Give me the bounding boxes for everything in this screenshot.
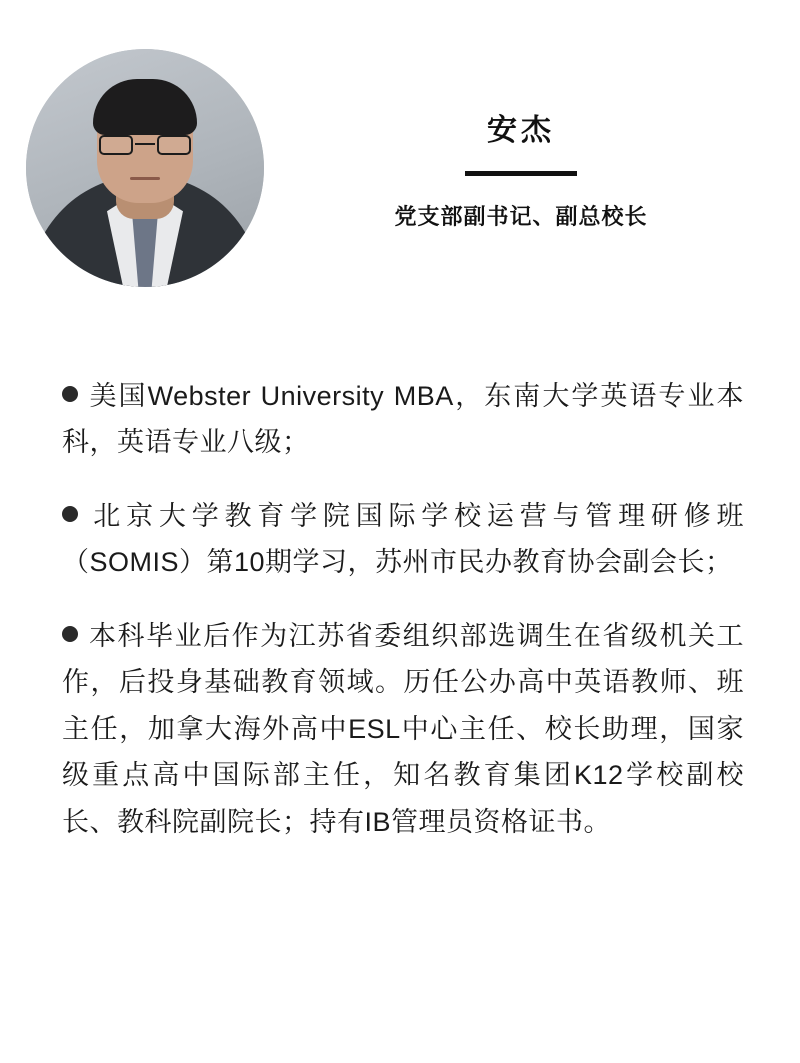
glasses-right-lens — [157, 135, 191, 155]
profile-header — [0, 0, 800, 300]
person-title: 党支部副书记、副总校长 — [394, 204, 648, 229]
title-divider — [465, 171, 577, 176]
person-name: 安杰 — [487, 114, 555, 147]
portrait-container — [0, 49, 270, 287]
name-block — [270, 105, 800, 231]
bullet-dot-icon — [62, 506, 78, 522]
bullet-dot-icon — [62, 386, 78, 402]
bullet-text: 美国Webster University MBA，东南大学英语专业本科，英语专业八级； — [62, 381, 744, 458]
list-item — [62, 493, 744, 586]
glasses-bridge — [135, 143, 155, 145]
bullet-text: 北京大学教育学院国际学校运营与管理研修班（SOMIS）第10期学习，苏州市民办教育协会副会长； — [62, 500, 744, 578]
portrait-mouth — [130, 177, 160, 180]
avatar — [26, 49, 264, 287]
bullet-dot-icon — [62, 626, 78, 642]
list-item — [62, 613, 744, 845]
glasses-icon — [99, 135, 191, 155]
list-item — [62, 373, 744, 466]
bio-section — [0, 300, 800, 847]
glasses-left-lens — [99, 135, 133, 155]
bullet-text: 本科毕业后作为江苏省委组织部选调生在省级机关工作，后投身基础教育领域。历任公办高中英语教师、班主任，加拿大海外高中ESL中心主任、校长助理，国家级重点高中国际部主任，知名教育集团K12学校副校长、教科院副院长；持有IB管理员资格证书。 — [62, 620, 744, 837]
